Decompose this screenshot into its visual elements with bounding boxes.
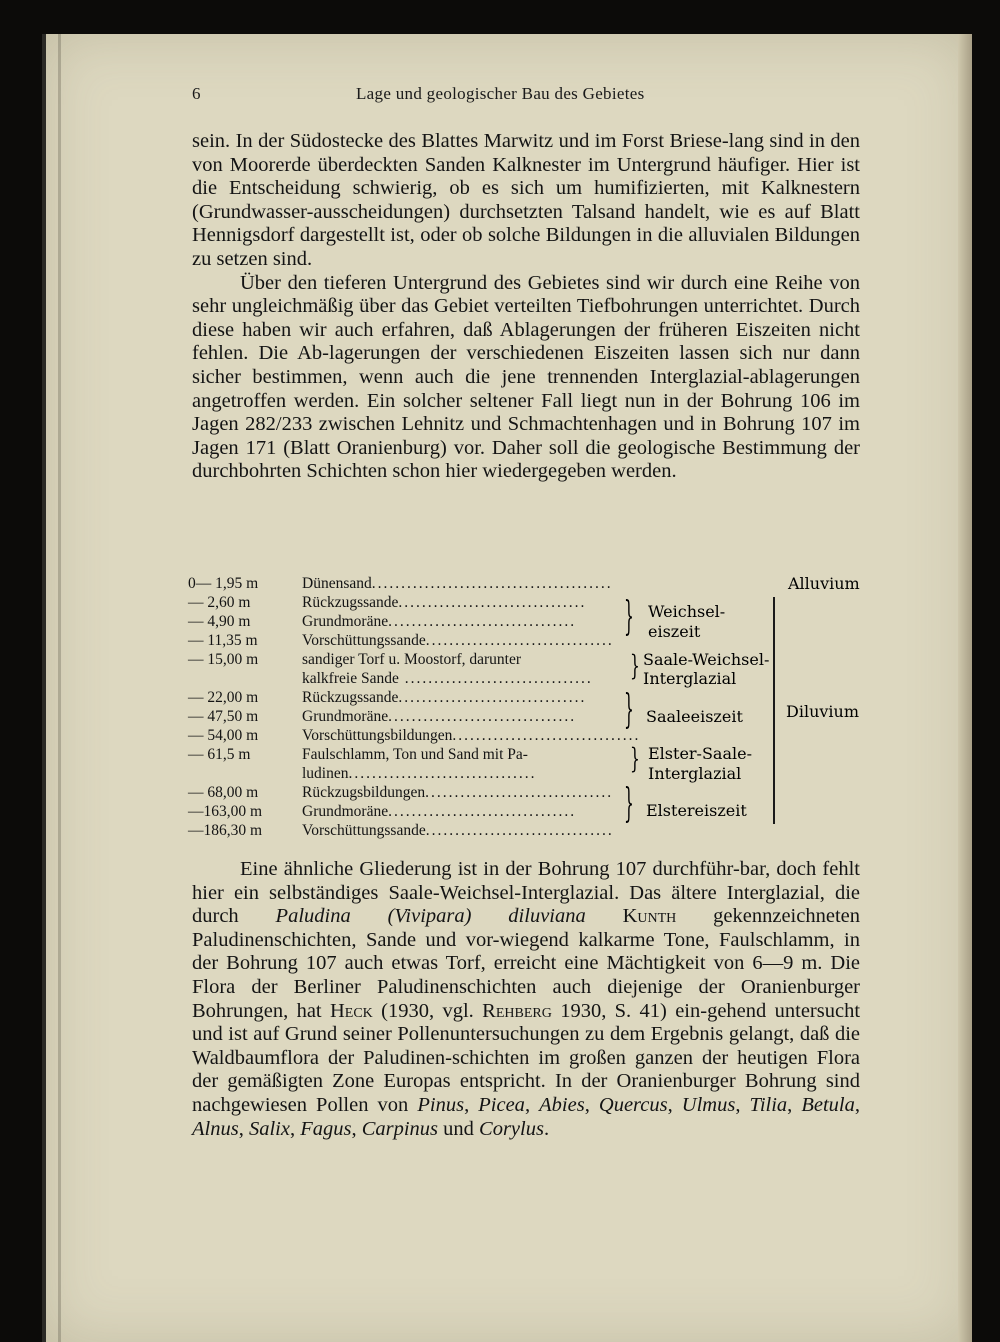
leader-dots: ................................ [388,708,577,725]
stratum-name: sandiger Torf u. Moostorf, darunter [302,651,522,668]
leader-dots: ................................ [388,613,577,630]
stratum [302,688,612,707]
pollen-genus: Tilia [749,1093,788,1116]
stratum-name: Rückzugssande [302,594,399,611]
leader-dots: ................................ [425,784,614,801]
stratum-name: Vorschüttungssande [302,822,426,839]
brace-saale-weichsel: } [630,650,640,683]
paragraph-2: Über den tieferen Untergrund des Gebietes sind wir durch eine Reihe von sehr ungleichmäßig über das Gebiet verteilten Tiefbohrungen unterrichtet. Durch diese haben wir auch erfahren, daß Ablagerungen der früheren Eiszeiten nicht fehlen. Die Ab-lagerungen der verschiedenen Eiszeiten lassen sich nur dann sicher bestimmen, wenn auch die jene trennenden Interglazial-ablagerungen angetroffen werden. Ein solcher seltener Fall liegt nun in der Bohrung 106 im Jagen 282/233 zwischen Lehnitz und Schmachtenhagen und in Bohrung 107 im Jagen 171 (Blatt Oranienburg) vor. Daher soll die geologische Bestimmung der durchbohrten Schichten schon hier wiedergegeben werden. [192,271,860,483]
stratum [302,745,612,764]
pollen-genus: Betula [801,1093,855,1116]
stratum-name: ludinen [302,765,349,782]
paragraph-1: sein. In der Südostecke des Blattes Marwitz und im Forst Briese-lang sind in den von Moorerde überdeckten Sanden Kalknester im Untergrund häufiger. Hier ist die Entscheidung schwierig, ob es sich um humifizierten, mit Kalknestern (Grundwasser-ausscheidungen) durchsetzten Talsand handelt, wie es auf Blatt Hennigsdorf dargestellt ist, oder ob solche Bildungen in die alluvialen Bildungen zu setzen sind. [192,130,860,270]
leader-dots: ................................ [388,803,577,820]
stratum [302,574,612,593]
stratum-name: Dünensand [302,575,372,592]
diluvium-bracket-line [773,597,775,824]
stratum [302,631,612,650]
strata-row [188,726,868,745]
author-name: Kunth [622,905,677,928]
label-elster-saale-2: Interglazial [648,764,742,783]
strata-row [188,669,868,688]
leader-dots: ......................................... [371,575,613,592]
text-block-bottom [192,858,860,1141]
depth: — 68,00 m [188,784,259,801]
brace-elstereiszeit: } [624,780,634,827]
stratum-name: Faulschlamm, Ton und Sand mit Pa- [302,746,528,763]
strata-row [188,688,868,707]
leader-dots: ................................ [398,689,587,706]
pollen-genus: Quercus [598,1093,668,1116]
label-weichsel-1: Weichsel- [648,602,726,621]
text-run: und [443,1117,474,1140]
depth: — 61,5 m [188,746,251,763]
author-name: Heck [329,999,373,1022]
stratum-name: Vorschüttungsbildungen [302,727,453,744]
leader-dots: ................................ [425,822,614,839]
stratum [302,783,612,802]
label-elstereiszeit: Elstereiszeit [646,801,747,820]
borehole-strata-table [188,574,868,840]
brace-saaleeiszeit: } [624,686,634,733]
stratum [302,612,612,631]
text-run: gekennzeichneten Paludinenschichten, Sande und vor-wiegend kalkarme Tone, Faulschlamm, in der Bohrung 107 auch etwas Torf, erreicht eine Mächtigkeit von 6—9 m. Die Flora der Berliner Paludinenschichten auch diejenige der Oranienburger Bohrungen, hat [192,905,860,1022]
pollen-genus: Carpinus [361,1117,439,1140]
depth: — 22,00 m [188,689,259,706]
pollen-genus: Corylus [479,1117,544,1140]
text-run: (1930, vgl. [381,999,474,1022]
label-saale-weichsel-2: Interglazial [643,669,737,688]
label-alluvium: Alluvium [788,574,860,593]
stratum-name: Grundmoräne [302,708,389,725]
strata-row [188,574,868,593]
strata-row [188,707,868,726]
depth: —163,00 m [188,803,263,820]
stratum [302,802,612,821]
stratum [302,707,612,726]
pollen-genus: Ulmus [681,1093,736,1116]
depth: — 47,50 m [188,708,259,725]
strata-row [188,631,868,650]
strata-row [188,783,868,802]
text-run: 1930, S. 41) ein-gehend untersucht und ist auf Grund seiner Pollenuntersuchungen zu dem Ergebnis gelangt, daß die Waldbaumflora der Paludinen-schichten im großen ganzen der heutigen Flora der gemäßigten Zone Europas entspricht. In der Oranienburger Bohrung sind nachgewiesen Pollen von [192,999,861,1116]
depth: — 11,35 m [188,632,258,649]
stratum [302,650,612,669]
depth: 0— 1,95 m [188,575,259,592]
strata-row [188,764,868,783]
stratum-name: Grundmoräne [302,613,389,630]
stratum-name: Rückzugssande [302,689,399,706]
page-fold-shadow [58,34,61,1342]
label-elster-saale-1: Elster-Saale- [648,744,752,763]
paragraph-3: Eine ähnliche Gliederung ist in der Bohrung 107 durchführ-bar, doch fehlt hier ein selbständiges Saale-Weichsel-Interglazial. Das ältere Interglazial, die durch Paludina (Vivipara) diluviana Kunth gekennzeichneten Paludinenschichten, Sande und vor-wiegend kalkarme Tone, Faulschlamm, in der Bohrung 107 auch etwas Torf, erreicht eine Mächtigkeit von 6—9 m. Die Flora der Berliner Paludinenschichten auch diejenige der Oranienburger Bohrungen, hat Heck (1930, vgl. Rehberg 1930, S. 41) ein-gehend untersucht und ist auf Grund seiner Pollenuntersuchungen zu dem Ergebnis gelangt, daß die Waldbaumflora der Paludinen-schichten im großen ganzen der heutigen Flora der gemäßigten Zone Europas entspricht. In der Oranienburger Bohrung sind nachgewiesen Pollen von Pinus, Picea, Abies, Quercus, Ulmus, Tilia, Betula, Alnus, Salix, Fagus, Carpinus und Corylus. [192,858,861,1140]
brace-elster-saale: } [630,743,640,776]
label-weichsel-2: eiszeit [648,622,701,641]
taxon-name: Paludina (Vivipara) diluviana [275,905,586,928]
leader-dots: ................................ [425,632,614,649]
label-saale-weichsel-1: Saale-Weichsel- [643,650,770,669]
pollen-genus: Alnus [192,1117,239,1140]
page-number: 6 [192,84,201,103]
label-saaleeiszeit: Saaleeiszeit [646,707,743,726]
pollen-genus: Fagus [300,1117,352,1140]
strata-row [188,612,868,631]
stratum-name: kalkfreie Sande [302,670,399,687]
leader-dots: ................................ [452,727,641,744]
strata-row [188,593,868,612]
leader-dots: ................................ [348,765,537,782]
stratum-name: Vorschüttungssande [302,632,426,649]
depth: — 15,00 m [188,651,259,668]
author-name: Rehberg [482,999,552,1022]
strata-row [188,802,868,821]
running-head: Lage und geologischer Bau des Gebietes [356,84,645,103]
depth: — 4,90 m [188,613,251,630]
stratum-name: Grundmoräne [302,803,389,820]
stratum [302,669,612,688]
depth: — 54,00 m [188,727,259,744]
strata-row [188,745,868,764]
text-block-top [192,130,860,484]
text-run: Eine ähnliche Gliederung ist in der Bohrung 107 durchführ-bar, doch fehlt hier ein selbständiges Saale-Weichsel-Interglazial. Das ältere Interglazial, die durch [192,858,860,928]
text-run: . [543,1117,550,1140]
depth: —186,30 m [188,822,263,839]
pollen-genus: Pinus [417,1093,465,1116]
label-diluvium: Diluvium [786,702,859,721]
pollen-genus: Salix [248,1117,290,1140]
next-page-edge [958,34,972,1342]
leader-dots: ................................ [398,670,593,687]
pollen-genus: Picea [478,1093,525,1116]
leader-dots: ................................ [398,594,587,611]
stratum [302,593,612,612]
depth: — 2,60 m [188,594,251,611]
stratum [302,821,612,840]
brace-weichsel: } [624,593,634,640]
stratum-name: Rückzugsbildungen [302,784,426,801]
stratum [302,726,641,745]
pollen-genus: Abies [539,1093,585,1116]
strata-row [188,821,868,840]
stratum [302,764,612,783]
